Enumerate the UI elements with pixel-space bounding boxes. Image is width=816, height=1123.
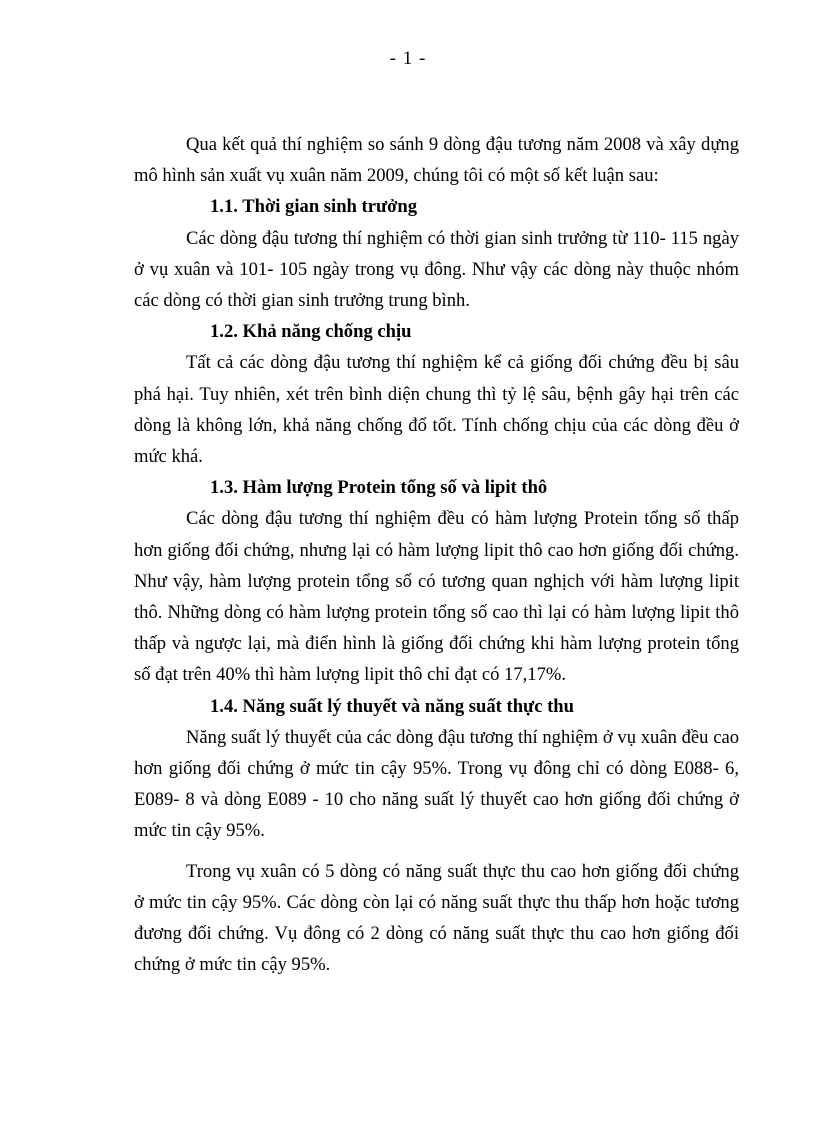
section-heading-yield: 1.4. Năng suất lý thuyết và năng suất thực thu [210,695,574,717]
section-heading-resistance: 1.2. Khả năng chống chịu [210,321,412,343]
section-paragraph: Các dòng đậu tương thí nghiệm có thời gian sinh trưởng từ 110- 115 ngày ở vụ xuân và 101- 105 ngày trong vụ đông. Như vậy các dòng này thuộc nhóm các dòng có thời gian sinh trưởng trung bình. [134,227,739,312]
section-heading-protein-lipid: 1.3. Hàm lượng Protein tổng số và lipit thô [210,477,548,499]
section-paragraph: Trong vụ xuân có 5 dòng có năng suất thực thu cao hơn giống đối chứng ở mức tin cậy 95%. Các dòng còn lại có năng suất thực thu thấp hơn hoặc tương đương đối chứng. Vụ đông có 2 dòng có năng suất thực thu cao hơn giống đối chứng ở mức tin cậy 95%. [134,860,739,976]
intro-paragraph: Qua kết quả thí nghiệm so sánh 9 dòng đậu tương năm 2008 và xây dựng mô hình sản xuất vụ xuân năm 2009, chúng tôi có một số kết luận sau: [134,134,739,187]
section-heading-growth-time: 1.1. Thời gian sinh trưởng [210,196,418,218]
page-number: - 1 - [389,48,427,69]
section-paragraph: Tất cả các dòng đậu tương thí nghiệm kể cả giống đối chứng đều bị sâu phá hại. Tuy nhiên, xét trên bình diện chung thì tỷ lệ sâu, bệnh gây hại trên các dòng là không lớn, khả năng chống đổ tốt. Tính chống chịu của các dòng đều ở mức khá. [134,352,739,468]
section-paragraph: Năng suất lý thuyết của các dòng đậu tương thí nghiệm ở vụ xuân đều cao hơn giống đối chứng ở mức tin cậy 95%. Trong vụ đông chỉ có dòng E088- 6, E089- 8 và dòng E089 - 10 cho năng suất lý thuyết cao hơn giống đối chứng ở mức tin cậy 95%. [134,726,739,842]
section-paragraph: Các dòng đậu tương thí nghiệm đều có hàm lượng Protein tổng số thấp hơn giống đối chứng, nhưng lại có hàm lượng lipit thô cao hơn giống đối chứng. Như vậy, hàm lượng protein tổng số có tương quan nghịch với hàm lượng lipit thô. Những dòng có hàm lượng protein tổng số cao thì lại có hàm lượng lipit thô thấp và ngược lại, mà điển hình là giống đối chứng khi hàm lượng protein tổng số đạt trên 40% thì hàm lượng lipit thô chỉ đạt có 17,17%. [134,508,739,686]
document-body [134,129,739,980]
